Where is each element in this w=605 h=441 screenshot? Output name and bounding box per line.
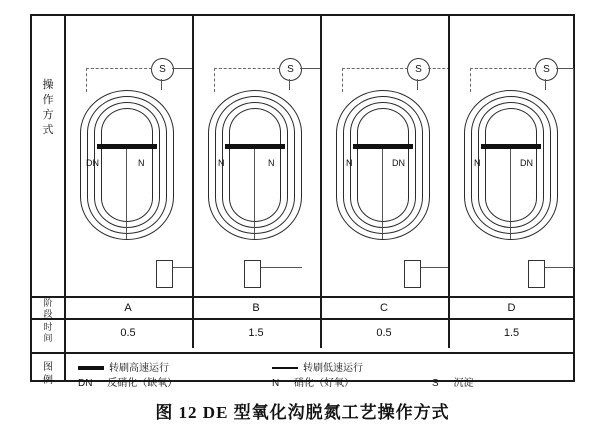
row-label-stage: 阶 段	[43, 298, 53, 319]
inlet-pipe-down	[86, 68, 87, 92]
legend-text-dn: 反硝化（缺氧）	[107, 378, 178, 389]
row-label-time: 时 间	[43, 322, 53, 343]
clarifier-stem	[417, 79, 418, 90]
centre-septum	[126, 149, 127, 239]
legend-item-high-speed	[78, 359, 169, 374]
time-cell-c: 0.5	[376, 327, 392, 339]
legend-code-n: N	[272, 378, 280, 389]
panel-a	[64, 16, 192, 296]
stage-cell-c: C	[380, 302, 388, 314]
clarifier-stem	[545, 79, 546, 90]
clarifier-stem	[161, 79, 162, 90]
zone-label-left: DN	[86, 158, 99, 168]
outlet-pipe-top	[556, 68, 574, 69]
effluent-box	[244, 260, 261, 288]
inlet-pipe-top	[470, 68, 536, 69]
legend-code-s: S	[432, 378, 439, 389]
legend-key-dn	[78, 374, 177, 389]
clarifier-stem	[289, 79, 290, 90]
time-cell-d: 1.5	[503, 327, 520, 339]
zone-label-right: DN	[520, 158, 533, 168]
stage-cell-b: B	[252, 302, 260, 314]
rule-legend	[32, 352, 573, 354]
clarifier-symbol-s: S	[279, 58, 302, 81]
panel-d	[448, 16, 575, 296]
inlet-pipe-top	[86, 68, 152, 69]
outlet-pipe-top	[428, 68, 448, 69]
legend-key-n	[272, 374, 354, 389]
centre-septum	[510, 149, 511, 239]
legend-label-low-speed: 转刷低速运行	[303, 363, 363, 374]
inlet-pipe-top	[342, 68, 408, 69]
legend-text-n: 硝化（好氧）	[294, 378, 355, 389]
figure-caption: 图 12 DE 型氧化沟脱氮工艺操作方式	[155, 403, 450, 422]
effluent-box	[156, 260, 173, 288]
zone-label-right: N	[138, 158, 145, 168]
effluent-box	[528, 260, 545, 288]
diagram-frame	[30, 14, 575, 389]
panel-c	[320, 16, 448, 296]
stage-cell-d: D	[507, 302, 516, 314]
zone-label-left: N	[474, 158, 481, 168]
inlet-pipe-top	[214, 68, 280, 69]
swatch-thin-icon	[272, 367, 298, 369]
zone-label-right: N	[268, 158, 275, 168]
legend-item-low-speed	[272, 359, 363, 374]
centre-septum	[254, 149, 255, 239]
inlet-pipe-down	[214, 68, 215, 92]
aerator-rotor-bar	[353, 144, 413, 149]
ditch-inner	[101, 108, 153, 222]
outlet-pipe-top	[300, 68, 320, 69]
centre-septum	[382, 149, 383, 239]
row-label-legend: 图 例	[43, 362, 53, 386]
row-label-operation: 操 作 方 式	[42, 79, 54, 136]
outlet-pipe-top	[172, 68, 192, 69]
time-cell-a: 0.5	[120, 327, 136, 339]
time-cell-b: 1.5	[248, 327, 264, 339]
legend-label-high-speed: 转刷高速运行	[109, 363, 169, 374]
legend-text-s: 沉淀	[453, 378, 474, 389]
stage-cell-a: A	[124, 302, 132, 314]
effluent-box	[404, 260, 421, 288]
clarifier-symbol-s: S	[407, 58, 430, 81]
aerator-rotor-bar	[97, 144, 157, 149]
zone-label-left: N	[346, 158, 353, 168]
row-label-column	[32, 16, 64, 386]
inlet-pipe-down	[342, 68, 343, 92]
inlet-pipe-down	[470, 68, 471, 92]
panel-b	[192, 16, 320, 296]
swatch-thick-icon	[78, 366, 104, 370]
aerator-rotor-bar	[481, 144, 541, 149]
zone-label-left: N	[218, 158, 225, 168]
legend-key-s	[432, 374, 473, 389]
outlet-pipe-right	[573, 68, 574, 268]
aerator-rotor-bar	[225, 144, 285, 149]
clarifier-symbol-s: S	[535, 58, 558, 81]
zone-label-right: DN	[392, 158, 405, 168]
legend-code-dn: DN	[78, 378, 93, 389]
clarifier-symbol-s: S	[151, 58, 174, 81]
